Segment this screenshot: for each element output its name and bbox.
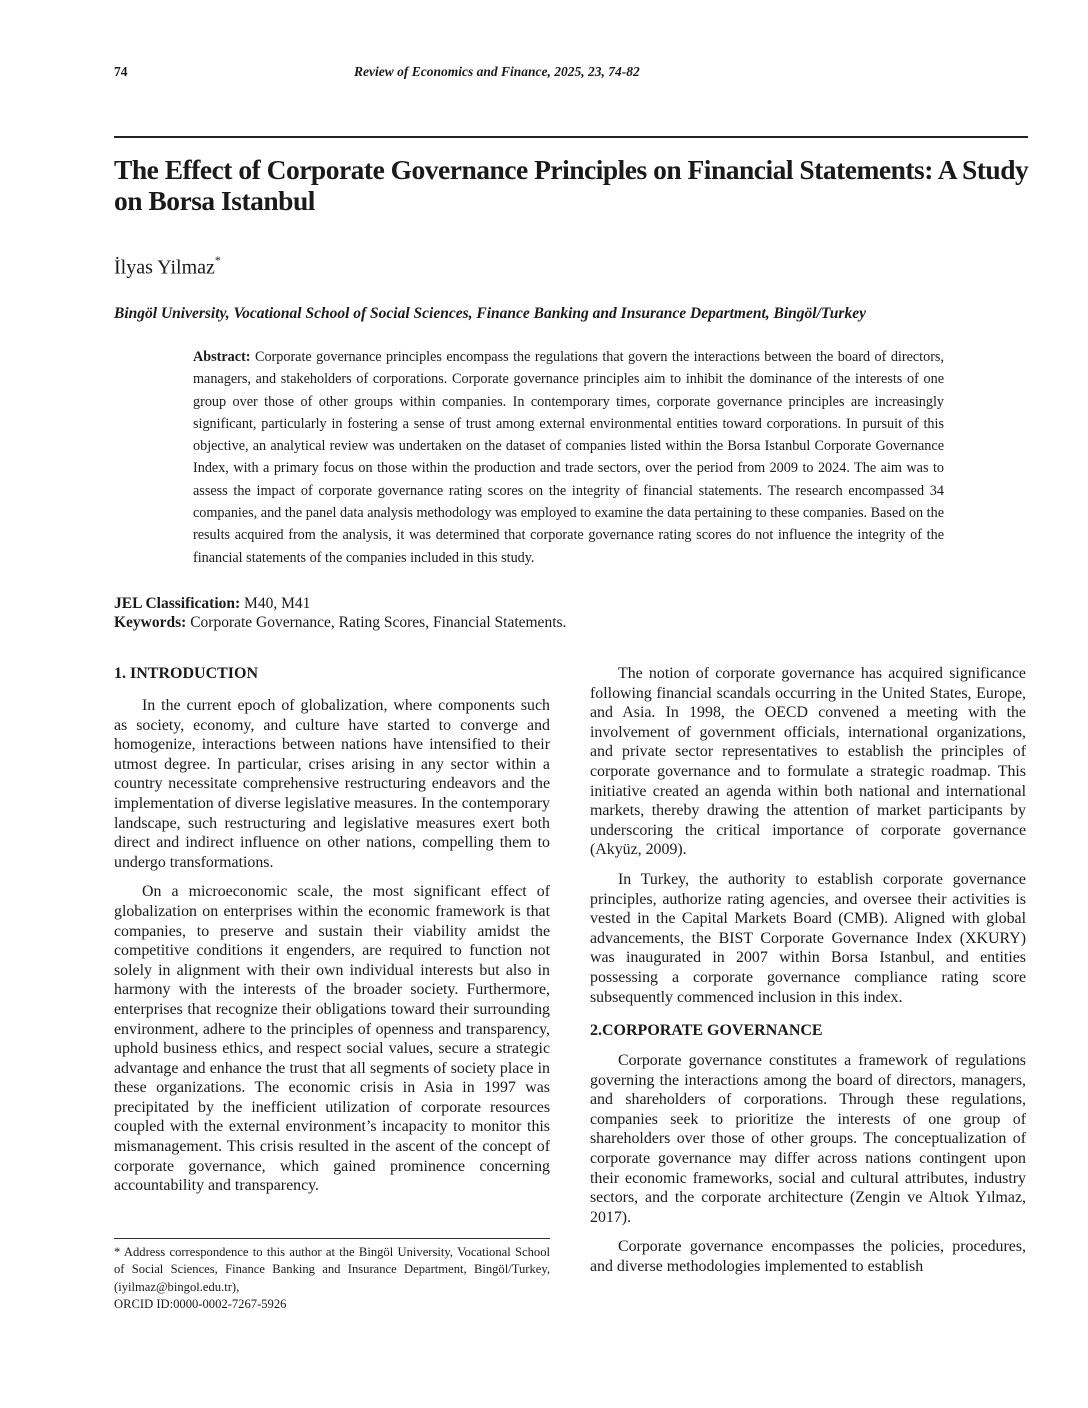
header-rule <box>114 136 1028 138</box>
paragraph: The notion of corporate governance has acquired significance following financial scandals occurring in the United States, Europe, and Asia. In 1998, the OECD convened a meeting with the involvement of government officials, international organizations, and private sector representatives to establish the principles of corporate governance and to formulate a strategic roadmap. This initiative created an agenda within both national and international markets, thereby drawing the attention of market participants by underscoring the critical importance of corporate governance (Akyüz, 2009). <box>590 665 1026 859</box>
page-number: 74 <box>114 64 128 79</box>
paragraph: In Turkey, the authority to establish corporate governance principles, authorize rating agencies, and oversee their activities is vested in the Capital Markets Board (CMB). Aligned with global advancements, the BIST Corporate Governance Index (XKURY) was inaugurated in 2007 within Borsa Istanbul, and entities possessing a corporate governance compliance rating score subsequently commenced inclusion in this index. <box>590 870 1026 1006</box>
jel-value: M40, M41 <box>244 595 311 612</box>
footnote <box>114 1244 550 1314</box>
author-marker: * <box>214 253 221 267</box>
paragraph: Corporate governance encompasses the policies, procedures, and diverse methodologies implemented to establish <box>590 1238 1026 1276</box>
paragraph: Corporate governance constitutes a framework of regulations governing the interactions among the board of directors, managers, and shareholders of corporations. Through these regulations, companies seek to prioritize the interests of one group of shareholders over those of other groups. The conceptualization of corporate governance may differ across nations contingent upon their economic frameworks, social and cultural attributes, industry sectors, and the corporate architecture (Zengin ve Altıok Yılmaz, 2017). <box>590 1052 1026 1226</box>
author-name: İlyas Yilmaz <box>114 256 215 279</box>
section-heading-corporate-governance: 2.CORPORATE GOVERNANCE <box>590 1022 823 1040</box>
paper-title: The Effect of Corporate Governance Principles on Financial Statements: A Study on Borsa Istanbul <box>114 154 1029 216</box>
paragraph: In the current epoch of globalization, where components such as society, economy, and culture have started to converge and homogenize, interactions between nations have intensified to their utmost degree. In particular, crises arising in any sector within a country necessitate comprehensive restructuring endeavors and the implementation of diverse legislative measures. In the contemporary landscape, such restructuring and legislative measures exert both direct and indirect influence on other nations, compelling them to undergo transformations. <box>114 697 550 871</box>
left-column <box>114 664 550 1206</box>
footnote-correspondence: * Address correspondence to this author at the Bingöl University, Vocational School of Social Sciences, Finance Banking and Insurance Department, Bingöl/Turkey, (iyilmaz@bingol.edu.tr), <box>114 1245 550 1294</box>
footnote-orcid: ORCID ID:0000-0002-7267-5926 <box>114 1297 287 1312</box>
right-column <box>590 664 1026 1287</box>
jel-label: JEL Classification: <box>114 595 241 612</box>
keywords <box>114 614 566 632</box>
abstract-label: Abstract: <box>193 349 251 365</box>
keywords-label: Keywords: <box>114 614 187 631</box>
author <box>114 255 221 280</box>
paragraph: On a microeconomic scale, the most significant effect of globalization on enterprises within the economic framework is that companies, to preserve and sustain their viability amidst the competitive conditions it engenders, are required to function not solely in alignment with their own individual interests but also in harmony with the interests of the broader society. Furthermore, enterprises that recognize their obligations toward their surrounding environment, adhere to the principles of openness and transparency, uphold business ethics, and respect social values, secure a strategic advantage and enhance the trust that all segments of society place in these organizations. The economic crisis in Asia in 1997 was precipitated by the inefficient utilization of corporate resources coupled with the external environment’s incapacity to monitor this mismanagement. This crisis resulted in the ascent of the concept of corporate governance, which gained prominence concerning accountability and transparency. <box>114 883 550 1195</box>
abstract <box>193 346 944 569</box>
author-affiliation: Bingöl University, Vocational School of Social Sciences, Finance Banking and Insurance Department, Bingöl/Turkey <box>114 305 866 322</box>
keywords-value: Corporate Governance, Rating Scores, Financial Statements. <box>190 614 567 631</box>
jel-classification <box>114 595 310 613</box>
footnote-rule <box>114 1238 550 1239</box>
abstract-text: Corporate governance principles encompass the regulations that govern the interactions between the board of directors, managers, and stakeholders of corporations. Corporate governance principles aim to inhibit the dominance of the interests of one group over those of other groups within companies. In contemporary times, corporate governance principles are increasingly significant, particularly in fostering a sense of trust among external environmental entities toward corporations. In pursuit of this objective, an analytical review was undertaken on the dataset of companies listed within the Borsa Istanbul Corporate Governance Index, with a primary focus on those within the production and trade sectors, over the period from 2009 to 2024. The aim was to assess the impact of corporate governance rating scores on the integrity of financial statements. The research encompassed 34 companies, and the panel data analysis methodology was employed to examine the data pertaining to these companies. Based on the results acquired from the analysis, it was determined that corporate governance rating scores do not influence the integrity of the financial statements of the companies included in this study. <box>193 349 944 566</box>
section-heading-introduction: 1. INTRODUCTION <box>114 665 259 682</box>
running-head <box>114 64 1028 84</box>
journal-citation: Review of Economics and Finance, 2025, 23, 74-82 <box>354 64 640 79</box>
